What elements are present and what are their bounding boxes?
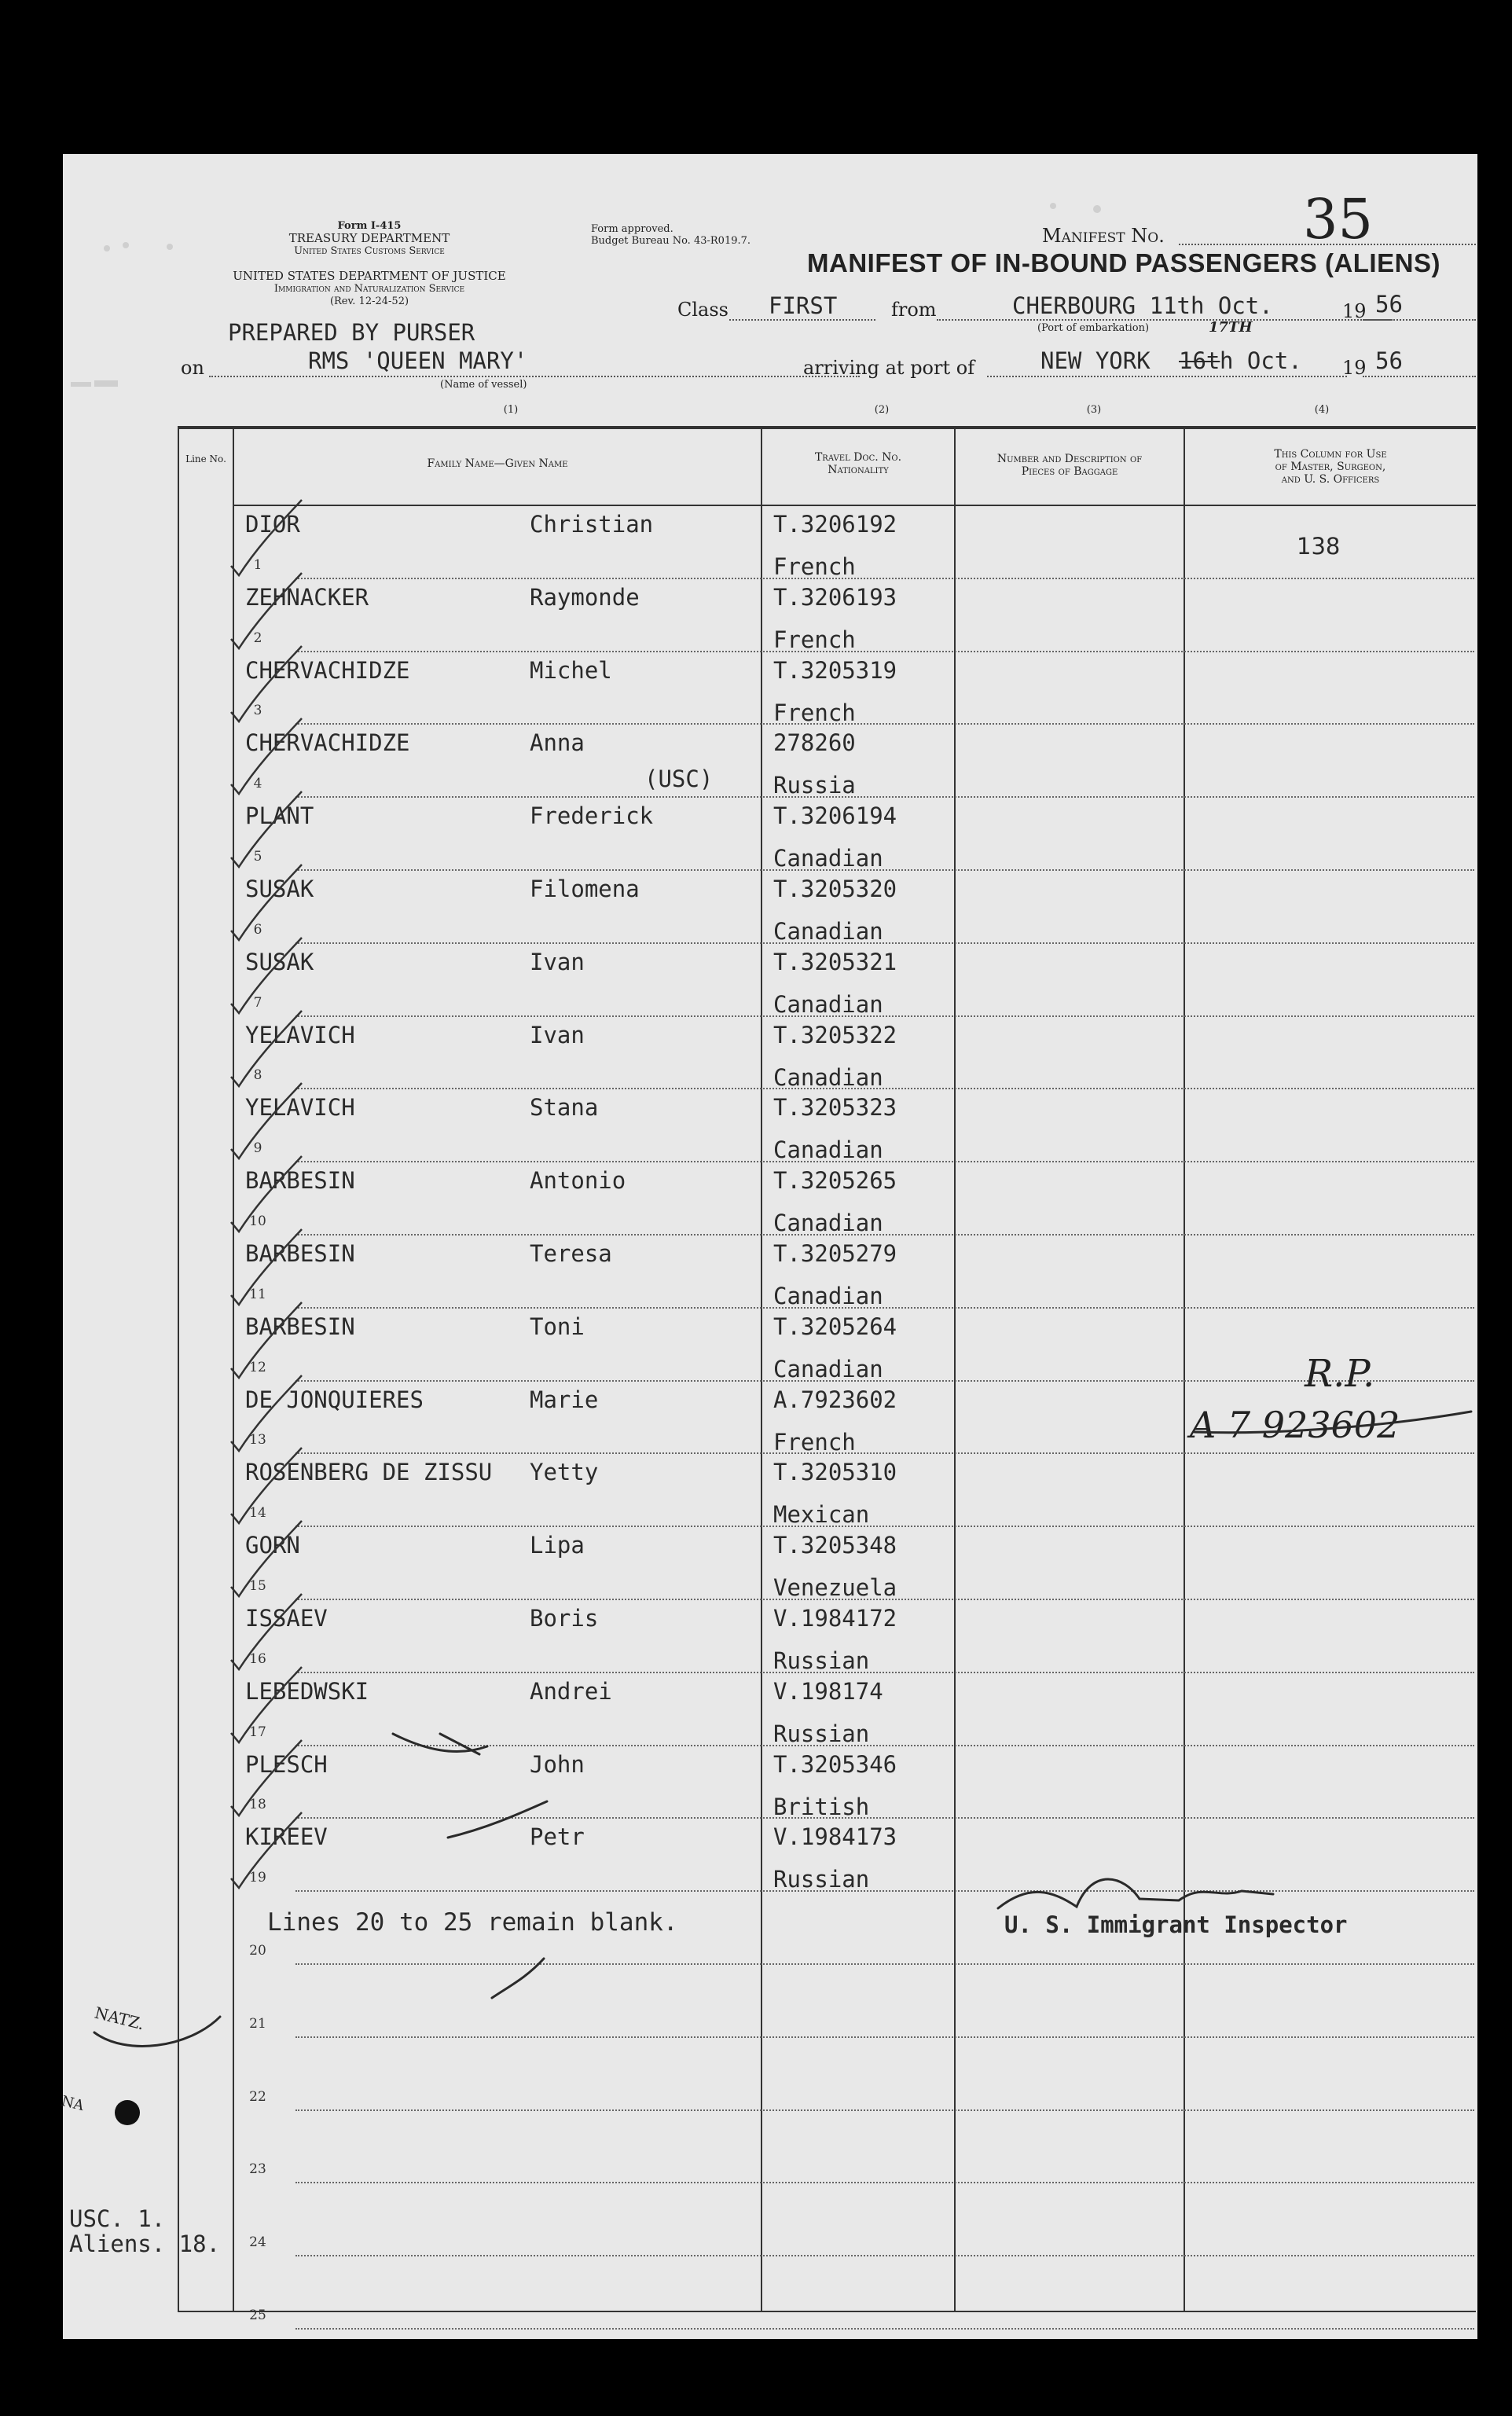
passenger-nationality: Canadian	[773, 918, 883, 945]
customs-service: United States Customs Service	[294, 245, 445, 257]
baggage-header-2: Pieces of Baggage	[1021, 465, 1118, 478]
line-number: 19	[249, 1870, 266, 1886]
manifest-number: 35	[1303, 187, 1374, 252]
passenger-family-name: ROSENBERG DE ZISSU	[245, 1459, 493, 1486]
passenger-given-name: Andrei	[530, 1677, 612, 1705]
line-number: 13	[249, 1432, 266, 1448]
passenger-family-name: CHERVACHIDZE	[245, 729, 410, 757]
passenger-family-name: KIREEV	[245, 1823, 328, 1851]
arrival-date-struck: 16t	[1179, 347, 1220, 374]
arrival-date: h Oct.	[1220, 347, 1302, 374]
from-label: from	[891, 299, 937, 321]
passenger-nationality: French	[773, 1428, 856, 1456]
passenger-family-name: PLESCH	[245, 1750, 328, 1778]
passenger-travel-doc: V.198174	[773, 1677, 883, 1705]
usc-count-label: USC. 1.	[69, 2205, 166, 2232]
line-number: 5	[253, 849, 262, 865]
passenger-given-name: Boris	[530, 1605, 599, 1632]
col-num-4: (4)	[1314, 404, 1330, 416]
line-number: 21	[249, 2015, 266, 2032]
line-number: 15	[249, 1578, 266, 1594]
passenger-travel-doc: 278260	[773, 729, 856, 757]
from-value: CHERBOURG 11th Oct.	[1012, 292, 1273, 319]
port-of-embarkation-caption: (Port of embarkation)	[1037, 322, 1150, 334]
form-number: Form I-415	[337, 220, 402, 232]
arriving-label: arriving at port of	[803, 357, 975, 379]
passenger-travel-doc: T.3205320	[773, 876, 897, 902]
ins-service: Immigration and Naturalization Service	[273, 283, 465, 295]
punch-marks	[71, 203, 1101, 387]
officer-header-1: This Column for Use	[1274, 448, 1387, 461]
passenger-nationality: French	[773, 553, 856, 580]
passenger-nationality: Canadian	[773, 1210, 883, 1237]
line-number: 22	[249, 2088, 266, 2105]
line-number: 6	[253, 921, 262, 938]
officer-header-3: and U. S. Officers	[1281, 473, 1380, 486]
rp-note: R.P.	[1305, 1352, 1375, 1396]
manifest-title: MANIFEST OF IN-BOUND PASSENGERS (ALIENS)	[807, 248, 1440, 277]
passenger-given-name: Lipa	[530, 1532, 585, 1559]
line-number: 2	[253, 630, 262, 646]
year-2: 56	[1375, 347, 1403, 374]
revision-date: (Rev. 12-24-52)	[329, 296, 409, 307]
year-prefix-1: 19	[1342, 300, 1367, 322]
passenger-travel-doc: T.3205310	[773, 1459, 897, 1486]
line-no-header: Line No.	[185, 453, 226, 464]
passenger-travel-doc: T.3205264	[773, 1313, 897, 1340]
passenger-family-name: ZEHNACKER	[245, 583, 369, 611]
passenger-family-name: GORN	[245, 1532, 300, 1559]
line-number: 1	[253, 556, 262, 573]
passenger-family-name: YELAVICH	[245, 1094, 355, 1122]
passenger-family-name: BARBESIN	[245, 1313, 355, 1340]
form-approved: Form approved.	[591, 223, 673, 235]
natz-stamp: NATZ.	[93, 2003, 147, 2034]
passenger-given-name: Antonio	[530, 1167, 626, 1195]
col-num-2: (2)	[874, 404, 890, 416]
passenger-family-name: YELAVICH	[245, 1021, 355, 1048]
on-label: on	[181, 357, 204, 379]
manifest-no-label: Manifest No.	[1042, 225, 1165, 247]
travel-doc-header: Travel Doc. No.	[814, 451, 902, 464]
passenger-family-name: SUSAK	[245, 876, 314, 902]
class-value: FIRST	[769, 292, 838, 319]
passenger-family-name: PLANT	[245, 802, 314, 830]
baggage-header-1: Number and Description of	[996, 453, 1143, 465]
passenger-family-name: BARBESIN	[245, 1240, 355, 1267]
passenger-nationality: Canadian	[773, 1283, 883, 1309]
passenger-family-name: DE JONQUIERES	[245, 1386, 424, 1413]
passenger-family-name: ISSAEV	[245, 1605, 328, 1632]
passenger-travel-doc: T.3205279	[773, 1240, 897, 1267]
line-number: 17	[249, 1724, 266, 1740]
passenger-travel-doc: T.3205321	[773, 948, 897, 975]
line-number: 12	[249, 1359, 266, 1375]
line-number: 18	[249, 1797, 266, 1813]
passenger-nationality: Canadian	[773, 1355, 883, 1382]
passenger-nationality: Venezuela	[773, 1574, 897, 1602]
passenger-travel-doc: V.1984172	[773, 1605, 897, 1632]
passenger-nationality: French	[773, 626, 856, 653]
name-of-vessel-caption: (Name of vessel)	[440, 379, 527, 391]
name-header: Family Name—Given Name	[427, 457, 568, 470]
passenger-given-name: Stana	[530, 1094, 599, 1122]
line-number: 7	[253, 994, 262, 1011]
line-number: 4	[253, 776, 262, 792]
passenger-travel-doc: T.3205319	[773, 656, 897, 684]
passenger-nationality: French	[773, 699, 856, 726]
passenger-travel-doc: T.3206193	[773, 583, 897, 611]
department-of-justice: UNITED STATES DEPARTMENT OF JUSTICE	[233, 269, 506, 283]
line-number: 25	[249, 2308, 266, 2323]
passenger-travel-doc: T.3205265	[773, 1167, 897, 1195]
aliens-count-label: Aliens. 18.	[69, 2231, 221, 2257]
passenger-given-name: Frederick	[530, 802, 654, 830]
passenger-travel-doc: T.3206194	[773, 802, 897, 830]
passenger-nationality: Russia	[773, 772, 856, 799]
passenger-given-name: Raymonde	[530, 583, 640, 611]
officer-header-2: of Master, Surgeon,	[1275, 461, 1386, 473]
na-stamp: NA	[59, 2092, 86, 2115]
passenger-nationality: Mexican	[773, 1501, 870, 1529]
passenger-family-name: SUSAK	[245, 948, 314, 975]
arrival-date-correction: 17TH	[1209, 319, 1253, 336]
col-num-3: (3)	[1086, 404, 1102, 416]
passenger-travel-doc: T.3205323	[773, 1094, 897, 1122]
line-number: 10	[249, 1214, 266, 1229]
officer-note-138: 138	[1297, 533, 1341, 560]
passenger-family-name: DIOR	[245, 511, 300, 538]
passenger-family-name: BARBESIN	[245, 1167, 355, 1195]
passenger-given-name: Toni	[530, 1313, 585, 1340]
passenger-nationality: Canadian	[773, 990, 883, 1018]
passenger-given-name: Marie	[530, 1386, 599, 1413]
passenger-travel-doc: T.3205322	[773, 1021, 897, 1048]
passenger-given-name: Teresa	[530, 1240, 612, 1267]
treasury-department: TREASURY DEPARTMENT	[288, 231, 450, 245]
passenger-given-name: John	[530, 1750, 585, 1778]
passenger-given-name: Michel	[530, 656, 612, 684]
class-label: Class	[677, 299, 728, 321]
passenger-given-name: Anna	[530, 729, 585, 757]
inspector-title: U. S. Immigrant Inspector	[1004, 1911, 1348, 1938]
line-number: 24	[249, 2234, 266, 2251]
vessel-name: RMS 'QUEEN MARY'	[308, 347, 528, 374]
line-number: 14	[249, 1505, 266, 1522]
arrival-port: NEW YORK	[1040, 347, 1151, 374]
passenger-nationality: Russian	[773, 1647, 870, 1674]
nationality-header: Nationality	[828, 464, 889, 476]
line-number: 9	[253, 1140, 262, 1157]
passenger-travel-doc: T.3205346	[773, 1750, 897, 1778]
prepared-by-purser: PREPARED BY PURSER	[228, 319, 475, 346]
year-prefix-2: 19	[1342, 357, 1367, 379]
passenger-nationality: Russian	[773, 1866, 870, 1893]
line-number: 23	[249, 2161, 266, 2178]
passenger-given-name: Filomena	[530, 876, 640, 902]
passenger-given-name: Yetty	[530, 1459, 599, 1486]
passenger-nationality: Canadian	[773, 1136, 883, 1164]
year-1: 56	[1375, 291, 1403, 318]
passenger-given-name: Christian	[530, 511, 654, 538]
passenger-nationality: Russian	[773, 1720, 870, 1747]
passenger-family-name: CHERVACHIDZE	[245, 656, 410, 684]
usc-note: (USC)	[644, 766, 714, 792]
col-num-1: (1)	[503, 404, 519, 416]
passenger-travel-doc: T.3205348	[773, 1532, 897, 1559]
passenger-travel-doc: A.7923602	[773, 1386, 897, 1413]
budget-bureau-no: Budget Bureau No. 43-R019.7.	[591, 235, 751, 247]
passenger-given-name: Ivan	[530, 1021, 585, 1048]
passenger-family-name: LEBEDWSKI	[245, 1677, 369, 1705]
line-number: 11	[249, 1286, 266, 1302]
line-number: 3	[253, 703, 262, 719]
blank-lines-note: Lines 20 to 25 remain blank.	[267, 1908, 678, 1937]
rp-number: A 7 923602	[1190, 1404, 1400, 1446]
passenger-given-name: Petr	[530, 1823, 585, 1851]
line-number: 16	[249, 1650, 266, 1667]
passenger-nationality: Canadian	[773, 1063, 883, 1091]
passenger-travel-doc: T.3206192	[773, 511, 897, 538]
passenger-nationality: Canadian	[773, 845, 883, 872]
line-number: 20	[249, 1943, 266, 1959]
passenger-given-name: Ivan	[530, 948, 585, 975]
line-number: 8	[253, 1067, 262, 1084]
passenger-travel-doc: V.1984173	[773, 1823, 897, 1851]
passenger-nationality: British	[773, 1793, 870, 1820]
